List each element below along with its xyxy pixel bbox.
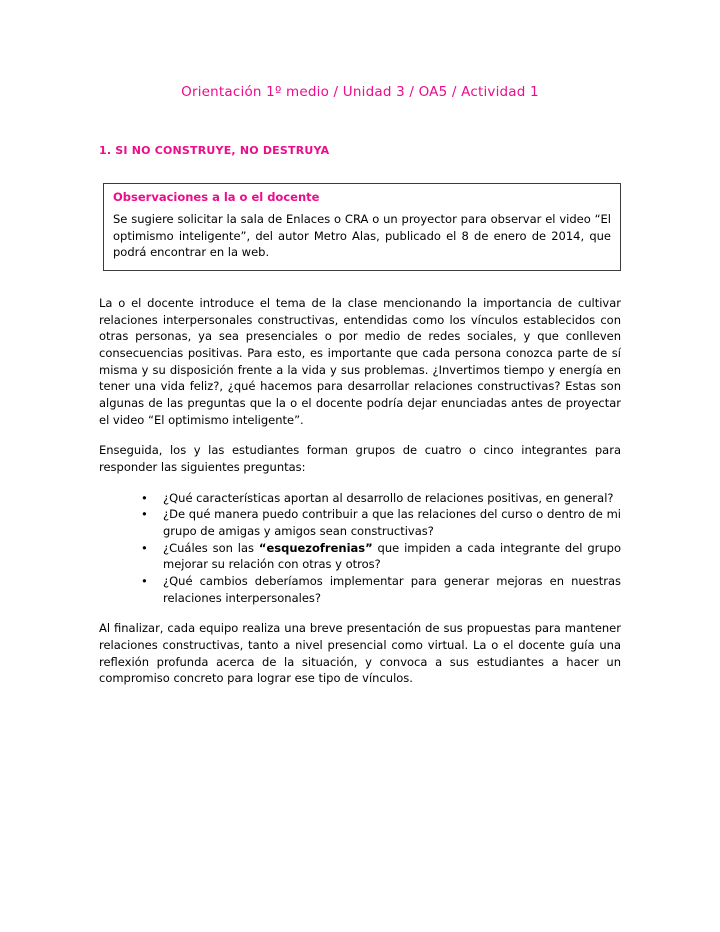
list-item <box>141 573 621 606</box>
list-item <box>141 506 621 539</box>
intro-paragraph: La o el docente introduce el tema de la clase mencionando la importancia de cultivar relaciones interpersonales constructivas, entendidas como los vínculos establecidos con otras personas, ya sea presenciales o por medio de redes sociales, y que conlleven consecuencias positivas. Para esto, es importante que cada persona conozca parte de sí misma y su disposición frente a la vida y sus problemas. ¿Invertimos tiempo y energía en tener una vida feliz?, ¿qué hacemos para desarrollar relaciones constructivas? Estas son algunas de las preguntas que la o el docente podría dejar enunciadas antes de proyectar el video “El optimismo inteligente”. <box>99 296 621 427</box>
question-text: ¿Qué características aportan al desarrollo de relaciones positivas, en general? <box>163 490 614 505</box>
question-text: que impiden a cada integrante del grupo mejorar su relación con otras y otros? <box>163 540 621 572</box>
question-text: ¿Qué cambios deberíamos implementar para generar mejoras en nuestras relaciones interpersonales? <box>163 574 621 605</box>
observations-box-header: Observaciones a la o el docente <box>113 190 320 204</box>
question-text: ¿De qué manera puedo contribuir a que las relaciones del curso o dentro de mi grupo de amigas y amigos sean constructivas? <box>163 507 621 539</box>
list-item <box>141 540 621 573</box>
observations-box-body: Se sugiere solicitar la sala de Enlaces o CRA o un proyector para observar el video “El optimismo inteligente”, del autor Metro Alas, publicado el 8 de enero de 2014, que podrá encontrar en la web. <box>113 212 611 260</box>
teacher-observations-box <box>103 183 621 271</box>
document-content <box>99 84 621 701</box>
questions-list <box>99 490 621 607</box>
page-title: Orientación 1º medio / Unidad 3 / OA5 / Actividad 1 <box>181 84 539 100</box>
closing-paragraph: Al finalizar, cada equipo realiza una breve presentación de sus propuestas para mantener relaciones constructivas, tanto a nivel presencial como virtual. La o el docente guía una reflexión profunda acerca de la situación, y convoca a sus estudiantes a hacer un compromiso concreto para lograr ese tipo de vínculos. <box>99 621 621 686</box>
section-heading: 1. SI NO CONSTRUYE, NO DESTRUYA <box>99 144 330 157</box>
list-item <box>141 490 621 507</box>
question-bold-text: “esquezofrenias” <box>258 540 373 555</box>
question-text: ¿Cuáles son las <box>163 540 259 555</box>
group-instruction-paragraph: Enseguida, los y las estudiantes forman grupos de cuatro o cinco integrantes para responder las siguientes preguntas: <box>99 443 621 475</box>
